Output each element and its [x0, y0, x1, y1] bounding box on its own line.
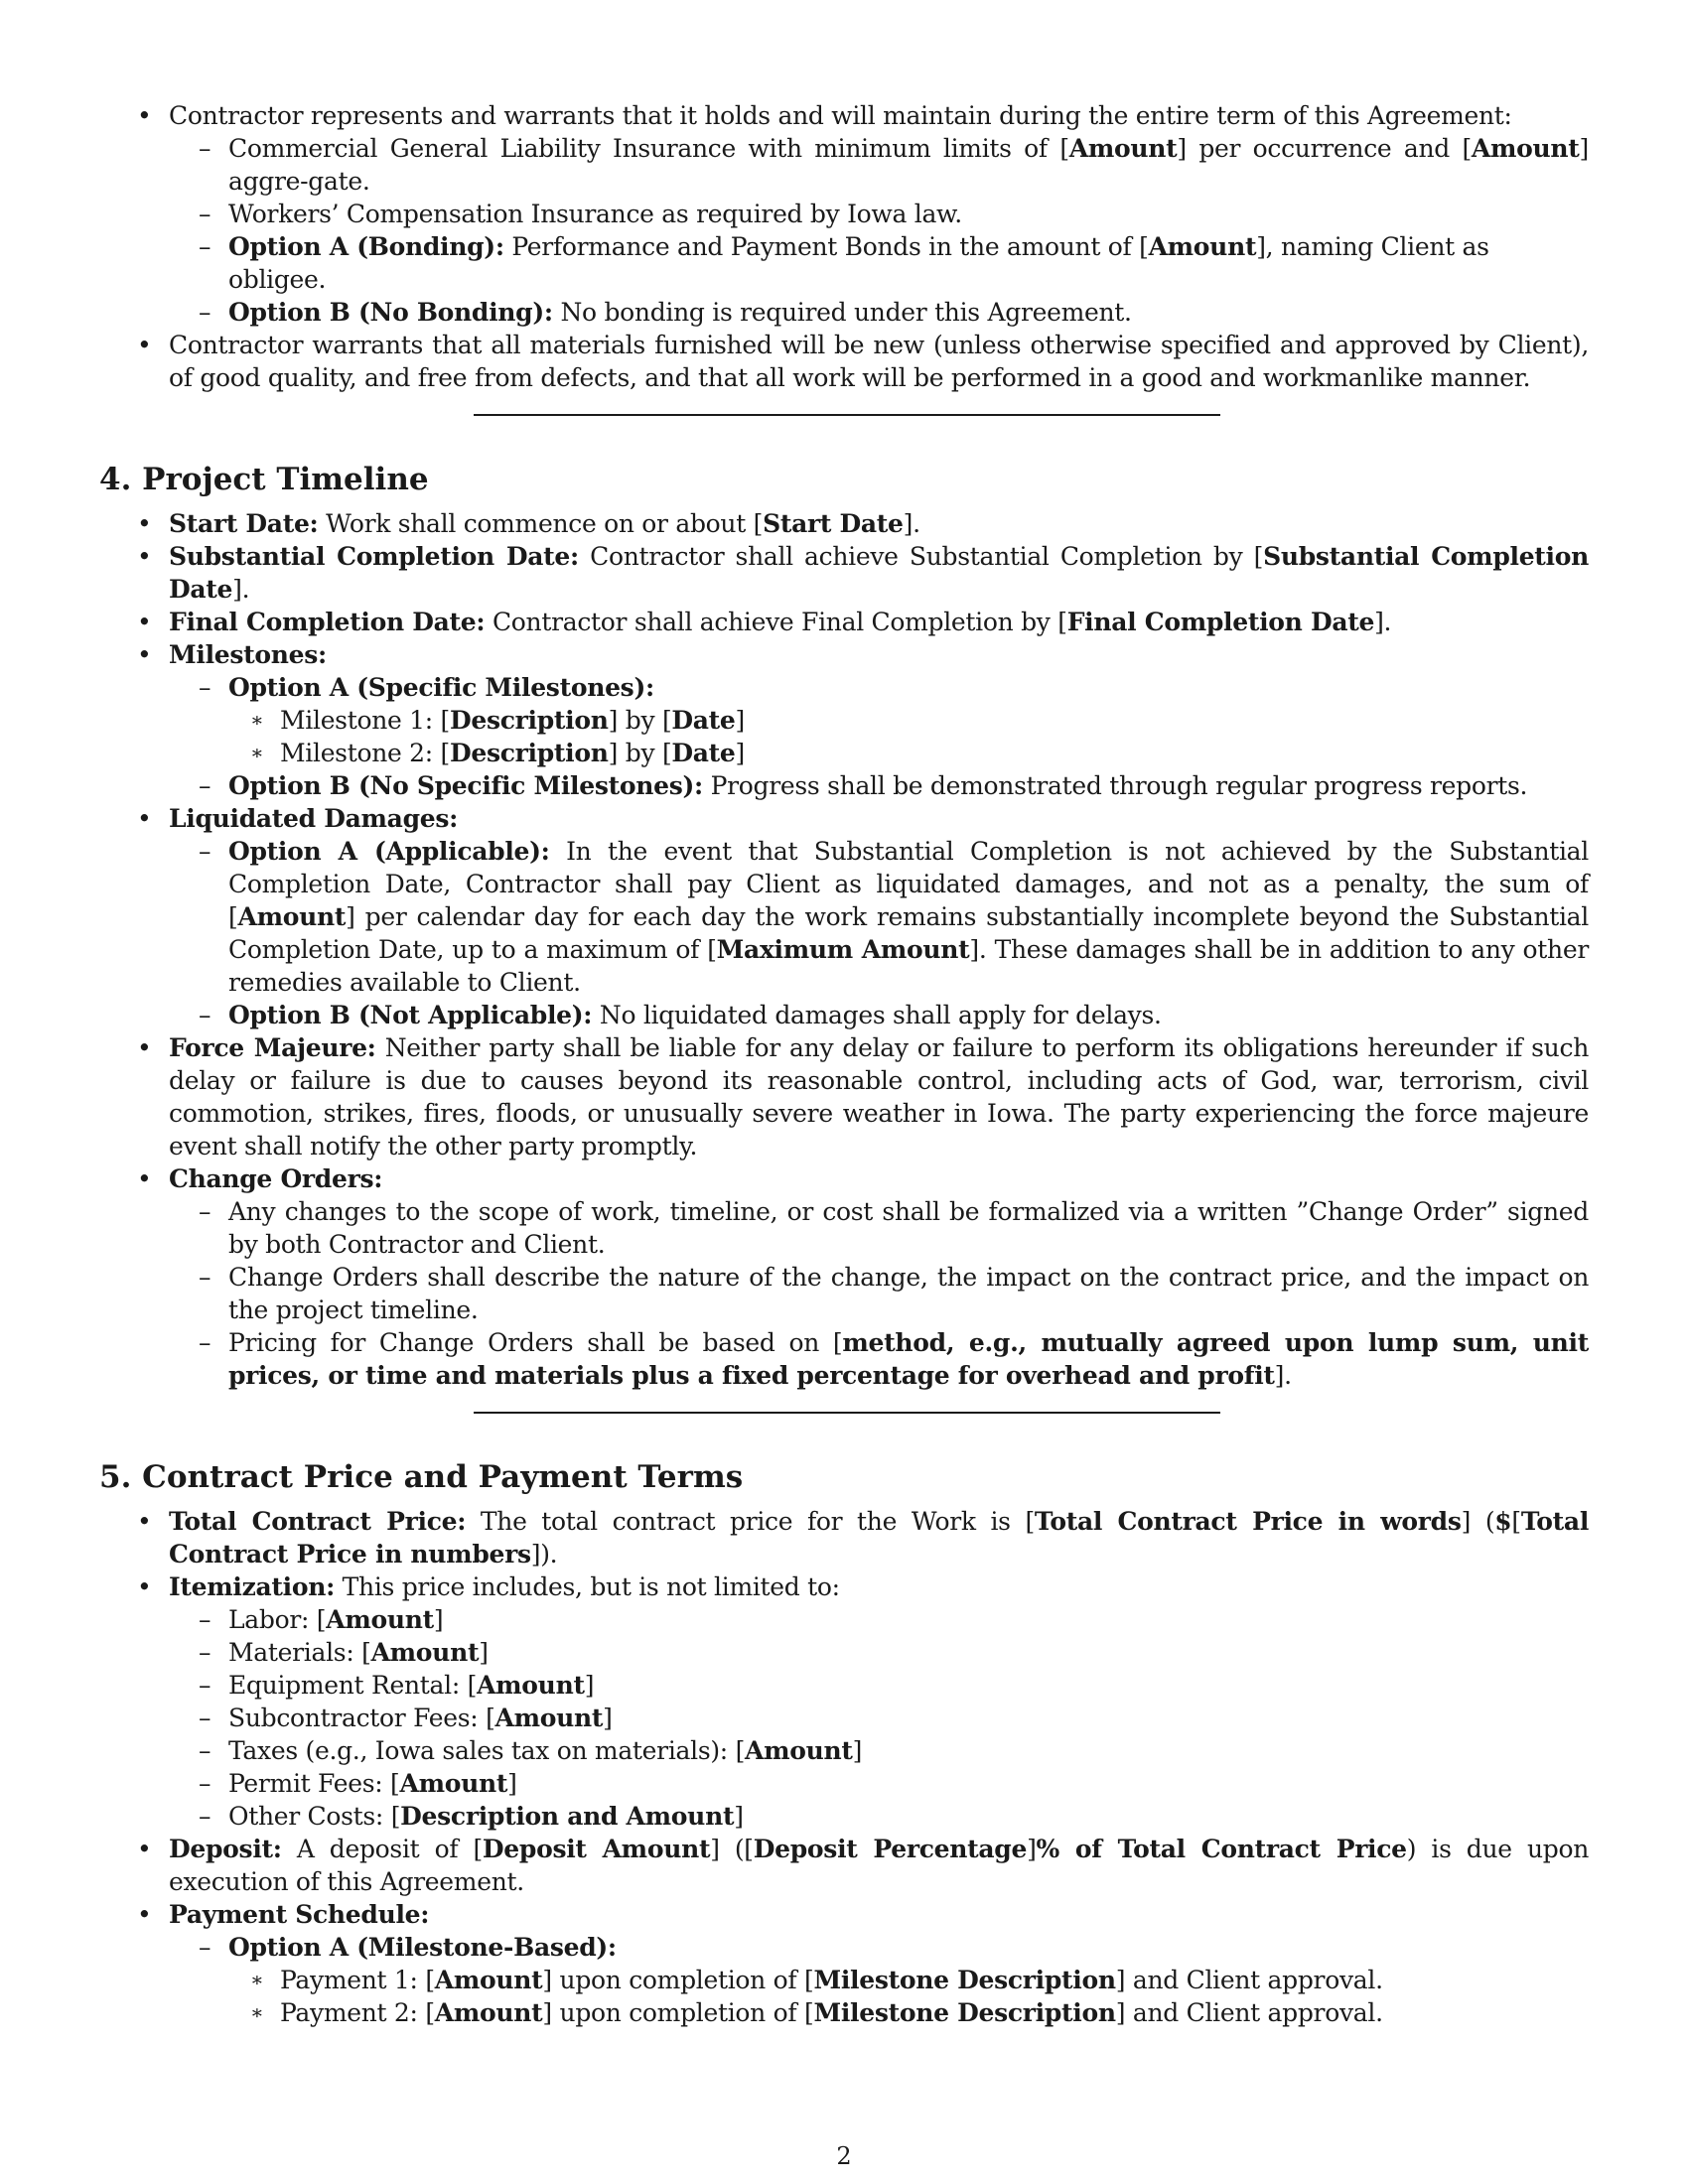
list-item: – Labor: [Amount] — [199, 1605, 444, 1634]
list-item: • Total Contract Price: The total contract price for the Work is [Total Contract Price in words] ($[Total Contract Price in numbers]). — [137, 1507, 1590, 1569]
list-item: • Milestones: — [137, 640, 327, 669]
list-item: – Any changes to the scope of work, timeline, or cost shall be formalized via a written ”Change Order” signed by both Contractor and Client. — [199, 1197, 1589, 1259]
list-item: – Option A (Applicable): In the event that Substantial Completion is not achieved by the Substantial Completion Date, Contractor shall pay Client as liquidated damages, and not as a penalty, the sum of [Amount] per calendar day for each day the work remains substantially incomplete beyond the Substantial Completion Date, up to a maximum of [Maximum Amount]. These damages shall be in addition to any other remedies available to Client. — [199, 837, 1589, 997]
list-item: • Contractor warrants that all materials furnished will be new (unless otherwise specified and approved by Client), of good quality, and free from defects, and that all work will be performed in a good and workmanlike manner. — [137, 331, 1589, 392]
section-heading: 4. Project Timeline — [99, 462, 429, 497]
list-item: – Commercial General Liability Insurance with minimum limits of [Amount] per occurrence and [Amount] aggre-gate. — [199, 134, 1589, 196]
list-item: • Substantial Completion Date: Contractor shall achieve Substantial Completion by [Substantial Completion Date]. — [137, 542, 1589, 604]
list-item: – Materials: [Amount] — [199, 1638, 489, 1667]
list-item: • Itemization: This price includes, but is not limited to: — [137, 1572, 840, 1601]
list-item: – Permit Fees: [Amount] — [199, 1769, 517, 1798]
list-item: • Payment Schedule: — [137, 1900, 430, 1929]
section-divider — [474, 414, 1220, 416]
page-content — [99, 99, 1589, 2029]
list-item: – Option A (Milestone-Based): — [199, 1933, 617, 1962]
section-divider — [474, 1412, 1220, 1414]
list-item: ∗ Payment 1: [Amount] upon completion of [Milestone Description] and Client approval. — [250, 1966, 1383, 1994]
list-item: – Option A (Specific Milestones): — [199, 673, 654, 702]
section-heading: 5. Contract Price and Payment Terms — [99, 1459, 744, 1495]
list-item: • Deposit: A deposit of [Deposit Amount] ([Deposit Percentage]% of Total Contract Price) is due upon execution of this Agreement. — [137, 1835, 1590, 1896]
list-item: – Option B (Not Applicable): No liquidated damages shall apply for delays. — [199, 1001, 1162, 1029]
list-item: – Equipment Rental: [Amount] — [199, 1671, 595, 1700]
list-item: – Subcontractor Fees: [Amount] — [199, 1704, 613, 1732]
list-item: – Taxes (e.g., Iowa sales tax on materials): [Amount] — [199, 1736, 863, 1765]
list-item: – Other Costs: [Description and Amount] — [199, 1802, 744, 1831]
list-item: • Final Completion Date: Contractor shall achieve Final Completion by [Final Completion Date]. — [137, 608, 1392, 636]
page-number: 2 — [836, 2142, 852, 2170]
list-item: – Pricing for Change Orders shall be based on [method, e.g., mutually agreed upon lump sum, unit prices, or time and materials plus a fixed percentage for overhead and profit]. — [199, 1328, 1589, 1390]
list-item: – Change Orders shall describe the nature of the change, the impact on the contract price, and the impact on the project timeline. — [199, 1263, 1589, 1324]
list-item: – Option B (No Bonding): No bonding is required under this Agreement. — [199, 298, 1132, 327]
list-item: – Workers’ Compensation Insurance as required by Iowa law. — [199, 200, 962, 228]
list-item: • Liquidated Damages: — [137, 804, 459, 833]
list-item: – Option A (Bonding): Performance and Payment Bonds in the amount of [Amount], naming Client as obligee. — [199, 232, 1489, 294]
list-item: – Option B (No Specific Milestones): Progress shall be demonstrated through regular progress reports. — [199, 771, 1528, 800]
list-item: • Change Orders: — [137, 1164, 383, 1193]
list-item: • Contractor represents and warrants that it holds and will maintain during the entire term of this Agreement: — [137, 101, 1512, 130]
list-item: ∗ Milestone 1: [Description] by [Date] — [250, 706, 746, 735]
list-item: ∗ Milestone 2: [Description] by [Date] — [250, 739, 746, 767]
list-item: • Start Date: Work shall commence on or about [Start Date]. — [137, 509, 920, 538]
list-item: • Force Majeure: Neither party shall be liable for any delay or failure to perform its obligations hereunder if such delay or failure is due to causes beyond its reasonable control, including acts of God, war, terrorism, civil commotion, strikes, fires, floods, or unusually severe weather in Iowa. The party experiencing the force majeure event shall notify the other party promptly. — [137, 1033, 1589, 1160]
list-item: ∗ Payment 2: [Amount] upon completion of [Milestone Description] and Client approval. — [250, 1998, 1383, 2027]
